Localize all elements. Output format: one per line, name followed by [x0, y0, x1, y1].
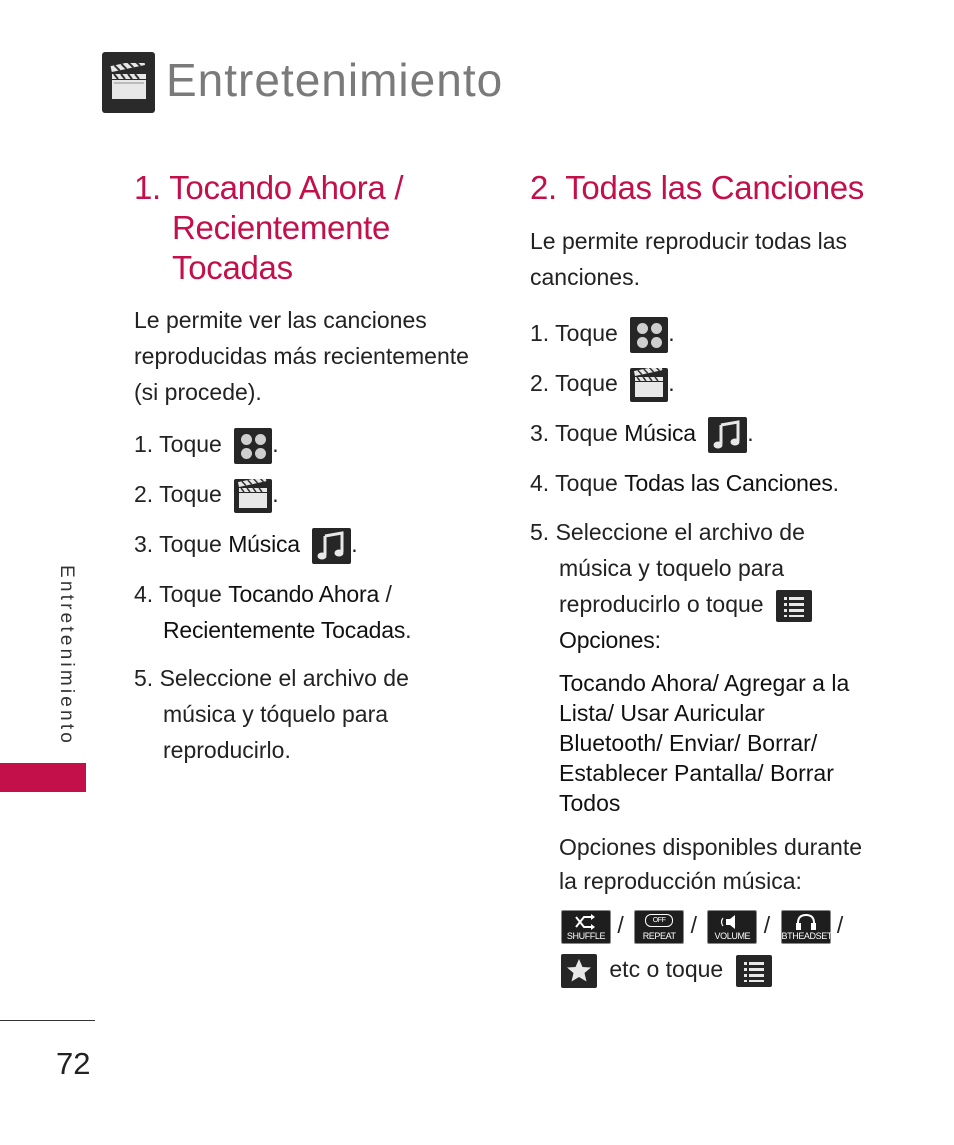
step-text: 3. Toque — [530, 420, 618, 446]
options-list-icon — [776, 590, 812, 622]
playback-buttons-row — [561, 908, 843, 944]
step-text: reproducirlo. — [163, 737, 291, 763]
intro-line: canciones. — [530, 264, 640, 290]
section1-title — [134, 168, 403, 288]
intro-line: Le permite ver las canciones — [134, 307, 427, 333]
step-text: 4. Toque — [134, 581, 222, 607]
music-note-icon — [708, 417, 747, 453]
separator: / — [836, 912, 844, 938]
period: . — [747, 420, 754, 446]
step-text: 2. Toque — [134, 481, 222, 507]
section2-step4 — [530, 465, 839, 501]
section2-title: 2. Todas las Canciones — [530, 169, 865, 206]
menu-grid-icon — [630, 317, 668, 353]
intro-line: reproducidas más recientemente — [134, 343, 469, 369]
section2-step1 — [530, 315, 675, 353]
separator: / — [617, 912, 624, 938]
volume-icon — [707, 910, 757, 944]
section2-step2 — [530, 365, 675, 402]
period: . — [832, 470, 840, 496]
intro-line: (si procede). — [134, 379, 262, 405]
menu-grid-icon — [234, 428, 272, 464]
period: . — [272, 431, 279, 457]
footer-divider — [0, 1020, 95, 1021]
step-text: 1. Toque — [134, 431, 222, 457]
separator: / — [763, 912, 771, 938]
step-text: 3. Toque — [134, 531, 222, 557]
step-keyword: Música — [228, 531, 300, 557]
step-keyword: Todas las Canciones — [624, 470, 833, 496]
step-text: 5. Seleccione el archivo de — [530, 519, 805, 545]
section2-intro — [530, 223, 847, 295]
etc-row — [561, 951, 772, 988]
button-label: REPEAT — [642, 930, 676, 941]
section1-step2 — [134, 476, 279, 513]
options-list-icon — [736, 955, 772, 987]
step-text: música y toquelo para — [559, 555, 785, 581]
period: . — [668, 370, 675, 396]
options-line: Bluetooth/ Enviar/ Borrar/ — [559, 730, 818, 756]
playback-options-text — [559, 830, 862, 898]
music-note-icon — [312, 528, 351, 564]
step-text: reproducirlo o toque — [559, 591, 764, 617]
options-line: Tocando Ahora/ Agregar a la — [559, 670, 850, 696]
button-label: VOLUME — [714, 930, 751, 941]
step-text: 1. Toque — [530, 320, 618, 346]
section2-step5 — [530, 514, 812, 658]
separator: / — [690, 912, 697, 938]
options-line: Todos — [559, 790, 621, 816]
intro-line: Le permite reproducir todas las — [530, 228, 848, 254]
section1-title-line3: Tocadas — [172, 249, 293, 286]
side-accent-bar — [0, 763, 86, 792]
step-text: 4. Toque — [530, 470, 618, 496]
period: . — [405, 617, 412, 643]
shuffle-icon — [561, 910, 611, 944]
etc-text: etc o toque — [609, 956, 724, 982]
options-line: Establecer Pantalla/ Borrar — [559, 760, 834, 786]
section1-title-line1: 1. Tocando Ahora / — [134, 169, 404, 206]
section1-step5 — [134, 660, 409, 768]
star-icon — [561, 954, 597, 988]
page-number: 72 — [56, 1046, 91, 1081]
clapperboard-icon — [234, 479, 272, 513]
section1-intro — [134, 302, 469, 410]
button-label: BTHEADSET — [781, 930, 832, 941]
step-text: 2. Toque — [530, 370, 618, 396]
bluetooth-headset-icon — [781, 910, 831, 944]
section1-title-line2: Recientemente — [172, 209, 391, 246]
step-keyword: Tocando Ahora — [228, 581, 380, 607]
page-title: Entretenimiento — [166, 54, 504, 106]
period: . — [668, 320, 675, 346]
repeat-state: OFF — [645, 914, 673, 927]
step-keyword: Recientemente Tocadas — [163, 617, 406, 643]
button-label: SHUFFLE — [566, 930, 606, 941]
period: . — [272, 481, 279, 507]
options-line: Lista/ Usar Auricular — [559, 700, 765, 726]
clapperboard-icon — [102, 52, 155, 113]
step-keyword: Música — [624, 420, 696, 446]
side-section-label: Entretenimiento — [56, 565, 77, 747]
text-line: la reproducción música: — [559, 868, 802, 894]
options-list — [559, 668, 849, 818]
step-text: 5. Seleccione el archivo de — [134, 665, 409, 691]
section1-step4 — [134, 576, 412, 648]
section1-step1 — [134, 426, 279, 464]
separator: / — [379, 581, 392, 607]
step-text: música y tóquelo para — [163, 701, 389, 727]
clapperboard-icon — [630, 368, 668, 402]
section1-step3 — [134, 526, 358, 564]
text-line: Opciones disponibles durante — [559, 834, 863, 860]
period: . — [351, 531, 358, 557]
repeat-icon — [634, 910, 684, 944]
options-label: Opciones: — [559, 627, 661, 653]
section2-step3 — [530, 415, 754, 453]
